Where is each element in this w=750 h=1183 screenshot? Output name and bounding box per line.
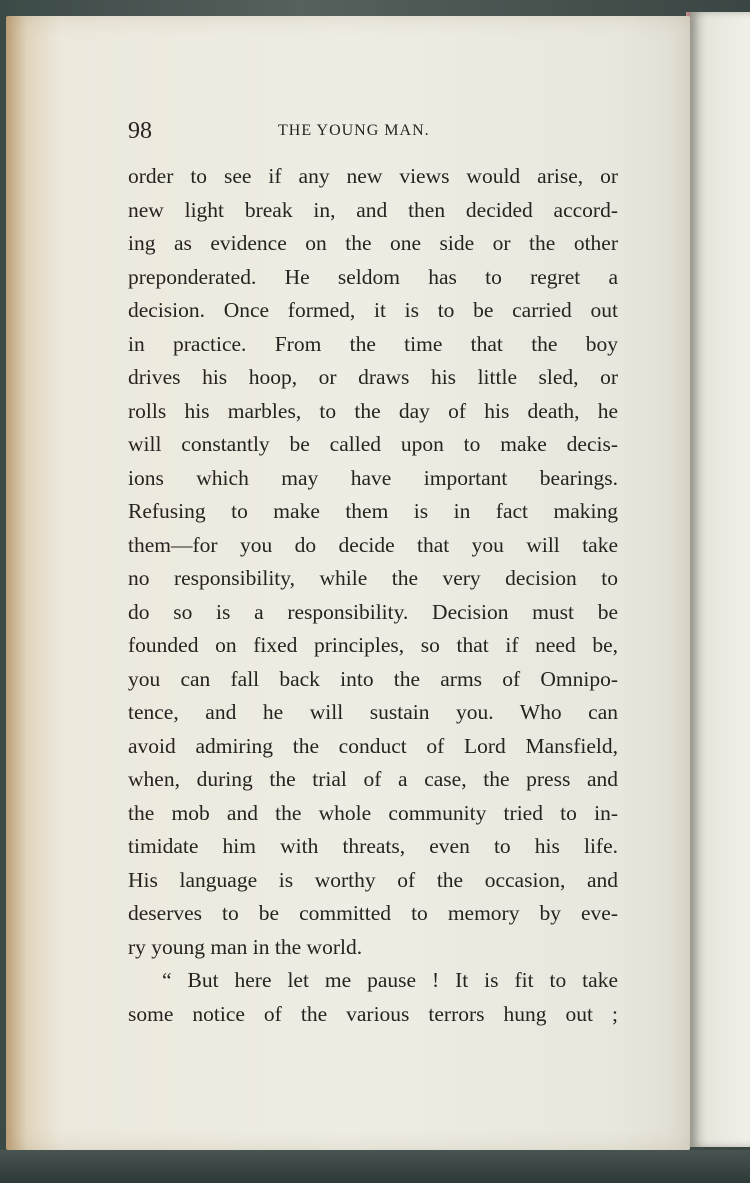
- text-line: the mob and the whole community tried to in-: [128, 800, 618, 825]
- page-header: [128, 118, 628, 150]
- facing-page: [690, 12, 750, 1147]
- text-line: some notice of the various terrors hung out ;: [128, 1001, 618, 1026]
- body-text: [128, 160, 618, 1031]
- text-line: decision. Once formed, it is to be carried out: [128, 298, 618, 322]
- text-line: deserves to be committed to memory by eve-: [128, 901, 618, 925]
- text-line: in practice. From the time that the boy: [128, 331, 618, 356]
- text-line: when, during the trial of a case, the press and: [128, 767, 618, 791]
- text-line-paragraph-end: ry young man in the world.: [128, 934, 363, 959]
- text-line: tence, and he will sustain you. Who can: [128, 700, 618, 724]
- cover-bottom-edge: [0, 1150, 750, 1183]
- page-number: 98: [128, 118, 152, 144]
- text-line: order to see if any new views would arise, or: [128, 164, 618, 188]
- text-line: ing as evidence on the one side or the other: [128, 231, 618, 255]
- running-title: THE YOUNG MAN.: [278, 122, 430, 139]
- text-line: them—for you do decide that you will take: [128, 532, 618, 557]
- text-line: His language is worthy of the occasion, and: [128, 867, 618, 892]
- text-line-paragraph-start: “ But here let me pause ! It is fit to take: [162, 968, 618, 992]
- text-line: Refusing to make them is in fact making: [128, 499, 618, 523]
- text-line: new light break in, and then decided accord-: [128, 197, 618, 222]
- text-line: rolls his marbles, to the day of his death, he: [128, 398, 618, 423]
- text-line: you can fall back into the arms of Omnipo-: [128, 666, 618, 691]
- text-line: preponderated. He seldom has to regret a: [128, 264, 618, 289]
- text-line: founded on fixed principles, so that if need be,: [128, 633, 618, 657]
- text-line: timidate him with threats, even to his life.: [128, 834, 618, 858]
- text-line: do so is a responsibility. Decision must be: [128, 599, 618, 624]
- text-line: no responsibility, while the very decision to: [128, 566, 618, 590]
- text-line: will constantly be called upon to make decis-: [128, 432, 618, 456]
- text-line: ions which may have important bearings.: [128, 465, 618, 490]
- text-line: drives his hoop, or draws his little sled, or: [128, 365, 618, 389]
- text-line: avoid admiring the conduct of Lord Mansfield,: [128, 733, 618, 758]
